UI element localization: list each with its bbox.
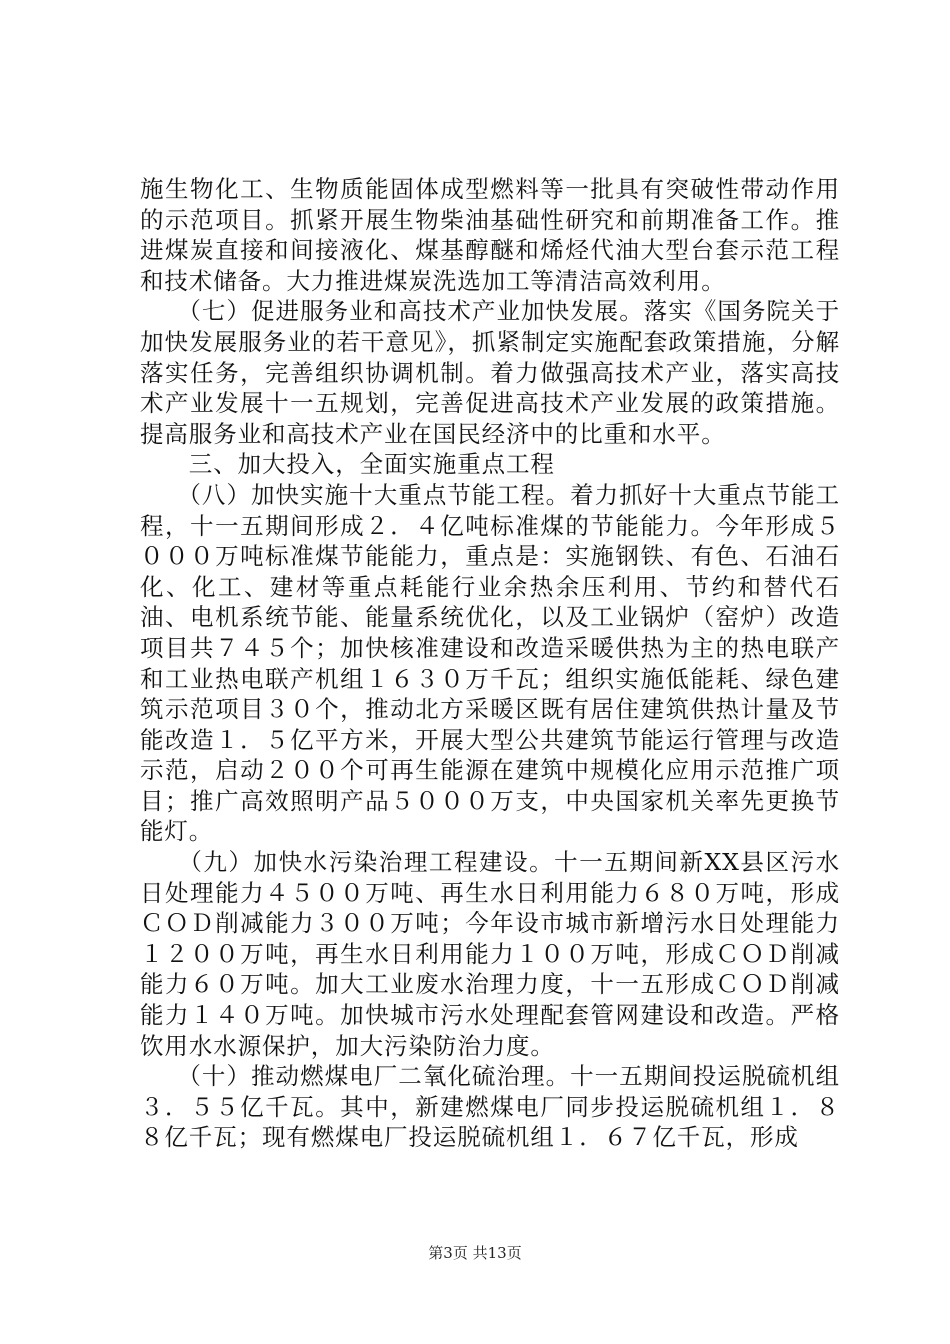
paragraph-service-hightech: （七）促进服务业和高技术产业加快发展。落实《国务院关于加快发展服务业的若干意见》，抓紧制定实施配套政策措施，分解落实任务，完善组织协调机制。着力做强高技术产业，落实高技术产业发展十一五规划，完善促进高技术产业发展的政策措施。提高服务业和高技术产业在国民经济中的比重和水平。 bbox=[140, 297, 840, 448]
page-number-footer: 第3页 共13页 bbox=[428, 1244, 522, 1262]
section-heading-key-projects: 三、加大投入，全面实施重点工程 bbox=[140, 450, 555, 479]
paragraph-biomass-coal: 施生物化工、生物质能固体成型燃料等一批具有突破性带动作用的示范项目。抓紧开展生物柴油基础性研究和前期准备工作。推进煤炭直接和间接液化、煤基醇醚和烯烃代油大型台套示范工程和技术储备。大力推进煤炭洗选加工等清洁高效利用。 bbox=[140, 175, 840, 295]
paragraph-energy-saving-projects: （八）加快实施十大重点节能工程。着力抓好十大重点节能工程，十一五期间形成２．４亿吨标准煤的节能能力。今年形成５０００万吨标准煤节能能力，重点是：实施钢铁、有色、石油石化、化工、建材等重点耗能行业余热余压利用、节约和替代石油、电机系统节能、能量系统优化，以及工业锅炉（窑炉）改造项目共７４５个；加快核准建设和改造采暖供热为主的热电联产和工业热电联产机组１６３０万千瓦；组织实施低能耗、绿色建筑示范项目３０个，推动北方采暖区既有居住建筑供热计量及节能改造１．５亿平方米，开展大型公共建筑节能运行管理与改造示范，启动２００个可再生能源在建筑中规模化应用示范推广项目；推广高效照明产品５０００万支，中央国家机关率先更换节能灯。 bbox=[140, 480, 840, 846]
paragraph-desulfurization: （十）推动燃煤电厂二氧化硫治理。十一五期间投运脱硫机组３．５５亿千瓦。其中，新建燃煤电厂同步投运脱硫机组１．８８亿千瓦；现有燃煤电厂投运脱硫机组１．６７亿千瓦，形成 bbox=[140, 1062, 840, 1152]
document-body bbox=[140, 174, 840, 1153]
paragraph-water-pollution: （九）加快水污染治理工程建设。十一五期间新XX县区污水日处理能力４５００万吨、再生水日利用能力６８０万吨，形成ＣＯＤ削减能力３００万吨；今年设市城市新增污水日处理能力１２００万吨，再生水日利用能力１００万吨，形成ＣＯＤ削减能力６０万吨。加大工业废水治理力度，十一五形成ＣＯＤ削减能力１４０万吨。加快城市污水处理配套管网建设和改造。严格饮用水水源保护，加大污染防治力度。 bbox=[140, 848, 840, 1060]
